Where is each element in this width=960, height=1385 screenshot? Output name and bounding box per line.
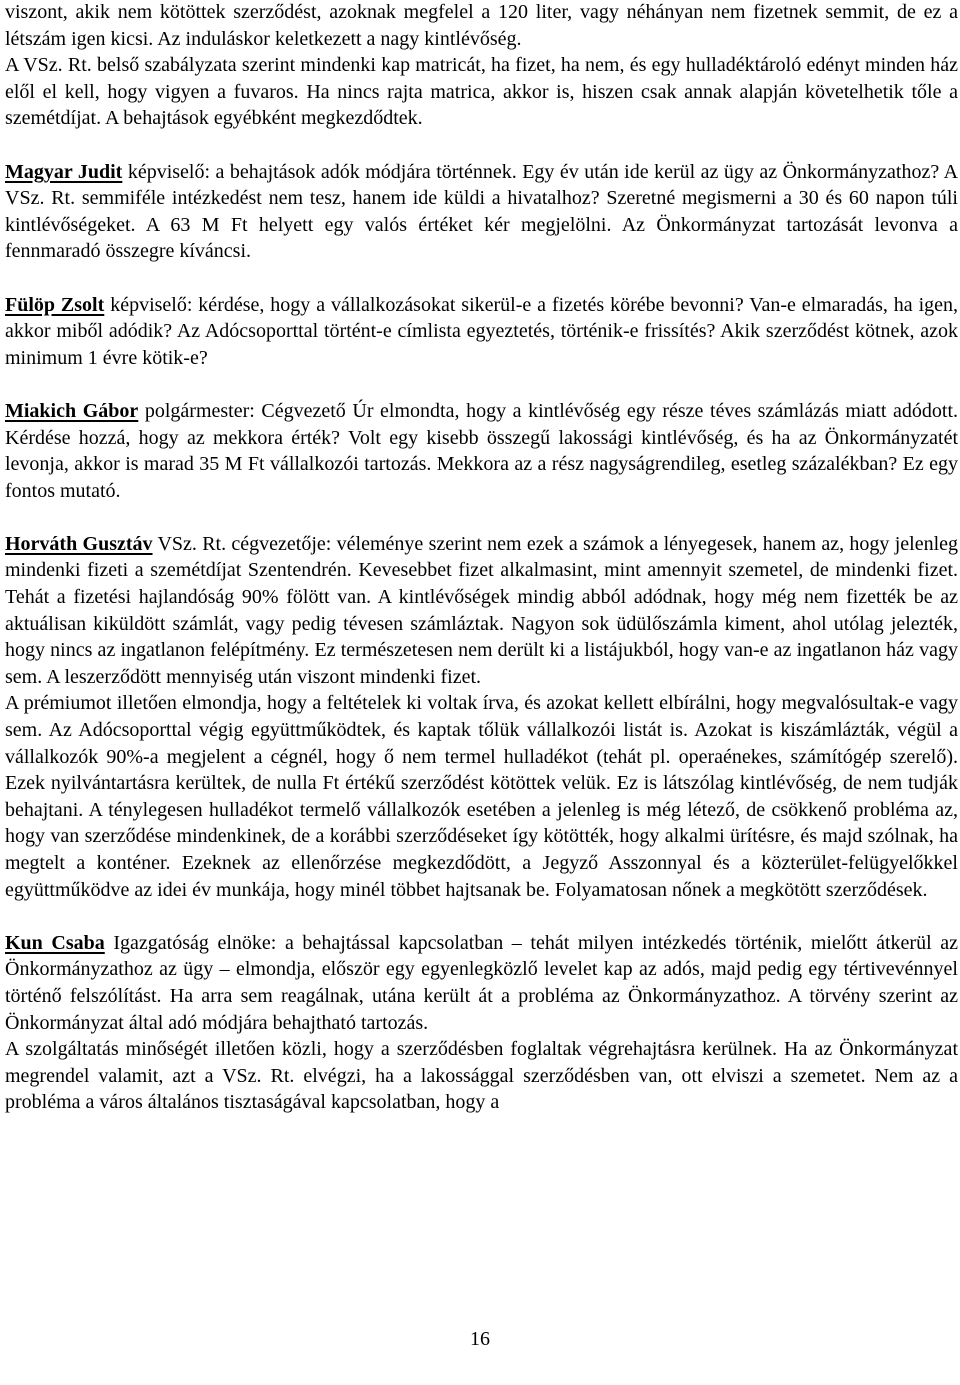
paragraph-1 (5, 0, 958, 52)
paragraph-text: VSz. Rt. cégvezetője: véleménye szerint nem ezek a számok a lényegesek, hanem az, hogy jelenleg mindenki fizeti a szemétdíjat Szentendrén. Kevesebbet fizet alkalmasint, mint amennyit szemetel, de mindenki fizet. Tehát a fizetési hajlandóság 90% fölött van. A kintlévőségek mindig abból adódnak, hogy még nem fizették be az aktuálisan kiküldött számlát, vagy pedig tévesen számláztak. Nagyon sok üdülőszámla kiment, ahol utólag jelezték, hogy nincs az ingatlanon felépítmény. Ez természetesen nem derült ki a listájukból, hogy van-e az ingatlanon ház vagy sem. A leszerződött mennyiség után viszont mindenki fizet. (5, 532, 959, 688)
speaker-name: Horváth Gusztáv (5, 532, 153, 555)
paragraph-6 (5, 531, 958, 691)
speaker-name: Fülöp Zsolt (5, 293, 105, 316)
paragraph-text: A VSz. Rt. belső szabályzata szerint mindenki kap matricát, ha fizet, ha nem, és egy hulladéktároló edényt minden ház elől el kell, hogy vigyen a fuvaros. Ha nincs rajta matrica, akkor is, hiszen csak annak alapján követelhetik tőle a szemétdíjat. A behajtások egyébként megkezdődtek. (5, 54, 958, 130)
paragraph-text: Igazgatóság elnöke: a behajtással kapcsolatban – tehát milyen intézkedés történik, mielőtt átkerül az Önkormányzathoz az ügy – elmondja, először egy egyenlegközlő levelet kap az adós, majd pedig egy tértivevénnyel történő felszólítást. Ha arra sem reagálnak, utána került át a probléma az Önkormányzathoz. A törvény szerint az Önkormányzat által adó módjára behajtható tartozás. (5, 931, 958, 1034)
paragraph-7 (5, 690, 958, 903)
paragraph-text: polgármester: Cégvezető Úr elmondta, hogy a kintlévőség egy része téves számlázás miatt adódott. Kérdése hozzá, hogy az mekkora érték? Volt egy kisebb összegű lakossági kintlévőség, és ha az Önkormányzatét levonja, akkor is marad 35 M Ft vállalkozói tartozás. Mekkora az a rész nagyságrendileg, esetleg százalékban? Ez egy fontos mutató. (5, 399, 959, 502)
paragraph-3 (5, 159, 958, 265)
paragraph-8 (5, 930, 958, 1036)
paragraph-2 (5, 52, 958, 132)
paragraph-text: A prémiumot illetően elmondja, hogy a feltételek ki voltak írva, és azokat kellett elbírálni, hogy megvalósultak-e vagy sem. Az Adócsoporttal végig együttműködtek, és kaptak tőlük vállalkozói listát is. Azokat is kiszámlázták, végül a vállalkozók 90%-a megjelent a cégnél, hogy ő nem termel hulladékot (tehát pl. operaénekes, számítógép szerelő). Ezek nyilvántartásra kerültek, de nulla Ft értékű szerződést kötöttek velük. Ez is látszólag kintlévőség, de nem tudják behajtani. A ténylegesen hulladékot termelő vállalkozók esetében a jelenleg is még létező, de csökkenő probléma az, hogy van szerződése mindenkinek, de a korábbi szerződéseket így kötötték, hogy alkalmi ürítésre, és majd szólnak, ha megtelt a konténer. Ezeknek az ellenőrzése megkezdődött, a Jegyző Asszonnyal és a közterület-felügyelőkkel együttműködve az idei év munkája, hogy minél többet hajtsanak be. Folyamatosan nőnek a megkötött szerződések. (5, 692, 958, 901)
page-number: 16 (470, 1328, 490, 1350)
paragraph-9 (5, 1036, 958, 1116)
speaker-name: Kun Csaba (5, 931, 105, 954)
document-page (5, 0, 958, 1116)
paragraph-4 (5, 292, 958, 372)
paragraph-text: viszont, akik nem kötöttek szerződést, azoknak megfelel a 120 liter, vagy néhányan nem fizetnek semmit, de ez a létszám igen kicsi. Az induláskor keletkezett a nagy kintlévőség. (5, 1, 958, 50)
paragraph-text: képviselő: a behajtások adók módjára történnek. Egy év után ide kerül az ügy az Önkormányzathoz? A VSz. Rt. semmiféle intézkedést nem tesz, hanem ide küldi a hivatalhoz? Szeretné megismerni a 30 és 60 napon túli kintlévőségeket. A 63 M Ft helyett egy valós értéket kér megjelölni. Az Önkormányzat tartozását levonva a fennmaradó összegre kíváncsi. (5, 160, 959, 263)
paragraph-5 (5, 398, 958, 504)
speaker-name: Miakich Gábor (5, 399, 139, 422)
paragraph-text: A szolgáltatás minőségét illetően közli, hogy a szerződésben foglaltak végrehajtásra kerülnek. Ha az Önkormányzat megrendel valamit, azt a VSz. Rt. elvégzi, ha a lakossággal szerződésben van, ott elviszi a szemetet. Nem az a probléma a város általános tisztaságával kapcsolatban, hogy a (5, 1038, 958, 1114)
speaker-name: Magyar Judit (5, 160, 123, 183)
paragraph-text: képviselő: kérdése, hogy a vállalkozásokat sikerül-e a fizetés körébe bevonni? Van-e elmaradás, ha igen, akkor miből adódik? Az Adócsoporttal történt-e címlista egyeztetés, történik-e frissítés? Akik szerződést kötnek, azok minimum 1 évre kötik-e? (5, 293, 959, 369)
